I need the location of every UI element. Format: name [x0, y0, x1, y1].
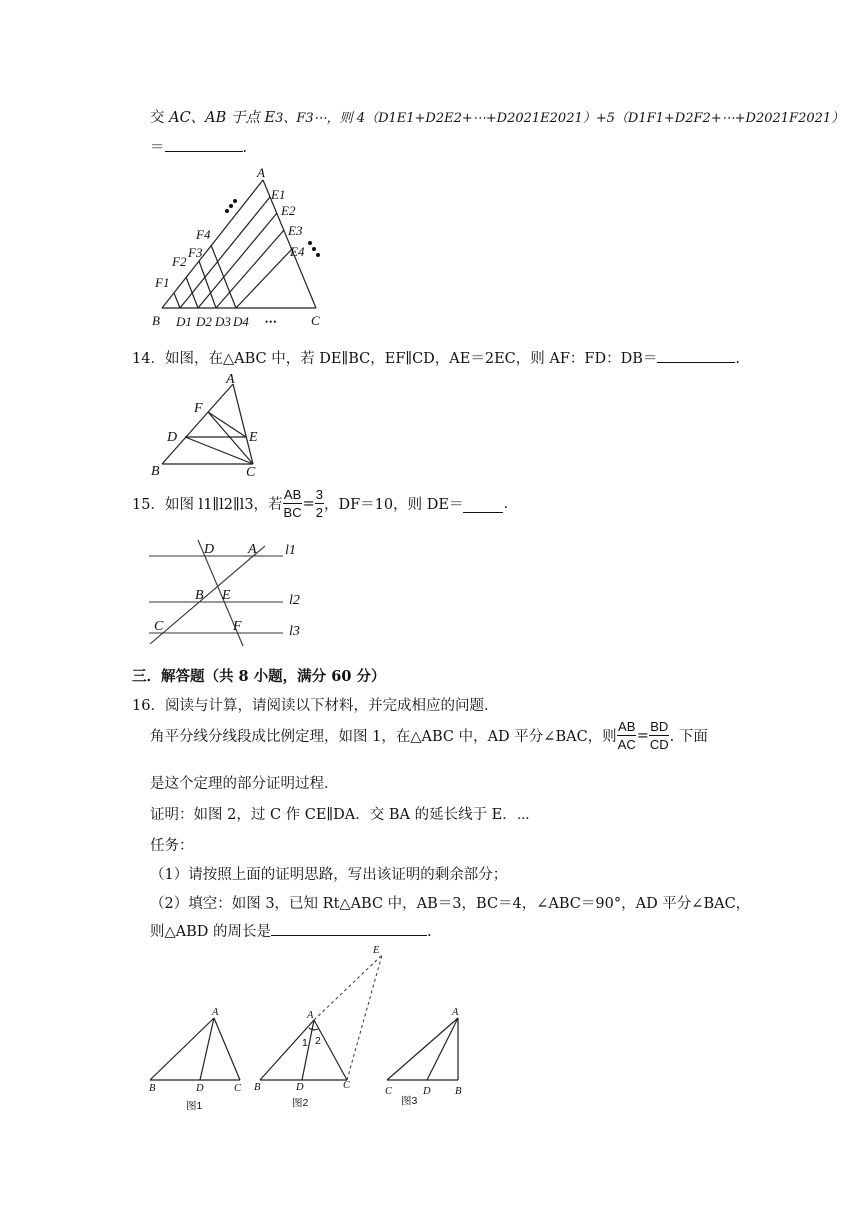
q15-label-e: E: [222, 588, 231, 603]
q15-suffix: ，DF＝10，则 DE＝: [324, 497, 464, 513]
fig2-shape: [260, 1020, 347, 1080]
q13-label-e4: E4: [290, 244, 305, 259]
q15-value-fraction: [315, 488, 324, 519]
q13-label-d2: D2: [196, 314, 212, 329]
q13-answer-blank[interactable]: [165, 137, 243, 152]
q13-d2f2: [186, 277, 198, 308]
q13-end: .: [242, 140, 248, 156]
q14-figure: [145, 370, 275, 482]
q15-frac-den: BC: [283, 505, 302, 520]
fig2-label-a: A: [307, 1010, 314, 1021]
fig1-label-b: B: [149, 1083, 156, 1094]
q13-d4e4: [236, 249, 292, 308]
q15-label-l1: l1: [285, 543, 296, 558]
q16-line5: 任务：: [150, 838, 194, 854]
q15-label-f: F: [233, 619, 242, 634]
q15-prefix: 15．如图 l1∥l2∥l3，若: [132, 497, 283, 513]
fig2-label-c: C: [343, 1080, 351, 1091]
q13-side-ab: [162, 180, 263, 308]
q13-d1f1: [174, 293, 180, 308]
q16-line2-prefix: 角平分线分线段成比例定理，如图 1，在△ABC 中，AD 平分∠BAC，则: [150, 729, 617, 745]
section-heading: 三．解答题（共 8 小题，满分 60 分）: [132, 668, 386, 685]
q13-label-f4: F4: [196, 227, 211, 242]
q13-eq: ＝: [150, 140, 165, 156]
q13-label-b: B: [152, 313, 160, 328]
q15-label-d: D: [204, 542, 215, 557]
q15-end: .: [503, 495, 509, 512]
q13-label-d1: D1: [176, 314, 192, 329]
q13-label-e1: E1: [271, 187, 286, 202]
q14-answer-blank[interactable]: [657, 348, 735, 363]
fig2-label-b: B: [254, 1082, 261, 1093]
q14-label-d: D: [167, 430, 178, 445]
q16-line8: [150, 920, 432, 941]
q13-label-dots: •••: [265, 317, 278, 327]
q16-f1-den: AC: [617, 737, 636, 752]
q16-f1-num: AB: [618, 719, 636, 734]
q15-label-c: C: [154, 619, 164, 634]
q13-line1-rest: 3、F3⋯，则 4（D1E1+D2E2+⋯+D2021E2021）+5（D1F1+D2F2+⋯+D2021F2021）: [275, 111, 845, 126]
fig3-caption: 图3: [401, 1095, 418, 1107]
q16-line6: （1）请按照上面的证明思路，写出该证明的剩余部分；: [150, 867, 508, 883]
fig3-label-a: A: [452, 1007, 459, 1018]
q15-answer-blank[interactable]: [463, 498, 503, 513]
q13-label-a: A: [257, 165, 265, 180]
q16-f2-num: BD: [650, 719, 669, 734]
q13-label-f3: F3: [188, 245, 203, 260]
q13-label-f2: F2: [172, 254, 187, 269]
q13-line2: [150, 136, 247, 157]
q16-figures: [140, 940, 500, 1115]
q16-eq: =: [636, 727, 649, 744]
q13-label-d3: D3: [215, 314, 231, 329]
q16-line2: [150, 720, 708, 751]
q14-label-c: C: [246, 465, 256, 480]
fig1-label-c: C: [234, 1083, 242, 1094]
q16-fraction-1: [617, 720, 637, 751]
q15-text: [132, 488, 508, 519]
q13-d3f3: [199, 261, 216, 308]
fig3-shape: [387, 1018, 458, 1080]
fig2-label-e: E: [373, 945, 380, 956]
q13-line1-main: AC、AB 于点 E: [169, 110, 276, 126]
q16-answer-blank[interactable]: [271, 921, 427, 936]
fig2-caption: 图2: [292, 1097, 309, 1109]
q14-label-a: A: [226, 372, 235, 387]
q15-label-b: B: [195, 588, 204, 603]
fig1-shape: [150, 1018, 240, 1080]
q14-label-e: E: [249, 430, 258, 445]
q13-label-d4: D4: [233, 314, 249, 329]
q15-val-den: 2: [315, 505, 323, 520]
q13-line1-prefix: 交: [150, 110, 170, 126]
q13-label-f1: F1: [155, 275, 170, 290]
fig3-label-d: D: [423, 1086, 431, 1097]
fig2-label-2: 2: [315, 1035, 321, 1047]
q15-frac-num: AB: [283, 487, 302, 502]
fig2-label-1: 1: [302, 1037, 308, 1049]
q15-figure: [145, 536, 305, 648]
q16-line3: 是这个定理的部分证明过程．: [150, 776, 339, 792]
q14-label-b: B: [151, 464, 160, 479]
fig3-label-c: C: [385, 1086, 393, 1097]
q15-val-num: 3: [315, 487, 323, 502]
q16-line4: 证明：如图 2，过 C 作 CE∥DA．交 BA 的延长线于 E．⋯: [150, 807, 530, 823]
q14-stem: 14．如图，在△ABC 中，若 DE∥BC，EF∥CD，AE＝2EC，则 AF：FD：DB＝: [132, 351, 658, 367]
fig1-caption: 图1: [186, 1100, 203, 1112]
fig2-label-d: D: [296, 1082, 304, 1093]
fig3-label-b: B: [455, 1086, 462, 1097]
fig1-label-a: A: [212, 1007, 219, 1018]
q16-fraction-2: [649, 720, 670, 751]
q16-line2-suffix: . 下面: [669, 729, 708, 745]
q13-label-c: C: [311, 313, 320, 328]
q15-fraction: [283, 488, 303, 519]
q16-f2-den: CD: [649, 737, 669, 752]
q14-text: [132, 347, 740, 368]
q13-ellipsis-right: [308, 241, 320, 257]
fig1-label-d: D: [196, 1083, 204, 1094]
q14-label-f: F: [194, 401, 203, 416]
q13-figure: [140, 165, 340, 335]
q13-line1: [150, 106, 844, 127]
q15-label-l2: l2: [289, 593, 300, 608]
q14-end: .: [735, 351, 740, 367]
q13-label-e2: E2: [281, 203, 296, 218]
q16-line7: （2）填空：如图 3，已知 Rt△ABC 中，AB＝3，BC＝4，∠ABC＝90°，AD 平分∠BAC，: [150, 896, 751, 912]
q16-line8-end: .: [427, 924, 432, 940]
q16-line8-prefix: 则△ABD 的周长是: [150, 924, 272, 940]
q13-label-e3: E3: [288, 223, 303, 238]
q15-label-a: A: [248, 542, 257, 557]
q15-label-l3: l3: [289, 624, 300, 639]
q15-eq: =: [302, 495, 315, 512]
q16-line1: 16．阅读与计算，请阅读以下材料，并完成相应的问题．: [132, 698, 499, 714]
fig2-dashed: [314, 955, 382, 1080]
q13-ellipsis-left: [225, 199, 237, 213]
